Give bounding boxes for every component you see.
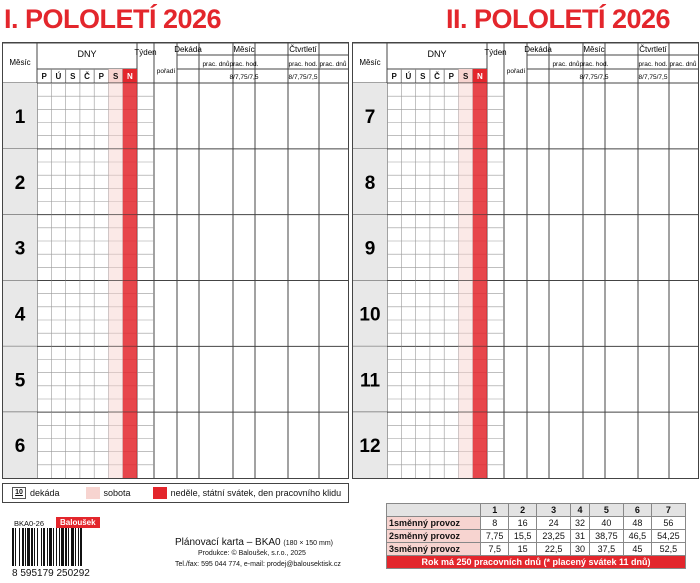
provoz-table [386,503,686,569]
provoz-col: 5 [589,504,623,517]
header-tyden: Týden [134,48,157,57]
provoz-col: 4 [571,504,590,517]
calendar-h2-grid [353,43,698,478]
header-day: S [70,72,76,81]
month-number: 5 [14,370,26,392]
month-number: 1 [14,106,26,128]
legend-sobota: sobota [103,488,131,498]
legend-dekada: dekáda [30,488,60,498]
footer-line1-text: Plánovací karta – BKA0 [175,537,281,548]
provoz-cell: 56 [651,517,685,530]
header-poradi: pořadí [156,68,176,75]
header-hodvals: 8/7,75/7,5 [288,74,318,81]
month-number: 6 [14,436,26,458]
provoz-cell: 52,5 [651,543,685,556]
month-number: 3 [14,238,26,260]
header-dekada: Dekáda [174,45,202,54]
header-poradi: pořadí [506,68,526,75]
provoz-cell: 45 [623,543,651,556]
header-day: Č [434,72,440,81]
header-hodvals: 8/7,75/7,5 [579,74,609,81]
header-hodvals: 8/7,75/7,5 [229,74,259,81]
header-prachod: prac. hod. [638,61,668,68]
legend-nedele: neděle, státní svátek, den pracovního klidu [170,488,342,498]
provoz-col: 3 [537,504,571,517]
header-mesic2: Měsíc [233,45,255,54]
header-dny: DNY [427,49,447,59]
provoz-cell: 30 [571,543,590,556]
header-pracdnu: prac. dnů [669,61,697,68]
title-h2: II. POLOLETÍ 2026 [446,4,671,34]
provoz-cell: 31 [571,530,590,543]
header-day: P [448,72,455,81]
header-pracdnu: prac. dnů [552,61,580,68]
month-number: 11 [359,370,381,392]
header-prachod: prac. hod. [579,61,609,68]
month-number: 2 [14,172,26,194]
header-tyden: Týden [484,48,507,57]
provoz-cell: 23,25 [537,530,571,543]
provoz-row-label: 3směnný provoz [387,543,481,556]
header-day: N [127,72,133,81]
header-day: P [391,72,397,81]
provoz-cell: 7,75 [481,530,509,543]
provoz-corner [387,504,481,517]
provoz-cell: 15,5 [509,530,537,543]
calendar-h1 [2,42,349,479]
provoz-cell: 15 [509,543,537,556]
header-day: Č [84,72,90,81]
header-prachod: prac. hod. [229,61,259,68]
provoz-cell: 24 [537,517,571,530]
header-day: S [420,72,426,81]
month-number: 9 [364,238,376,260]
calendar-h1-grid [3,43,348,478]
provoz-cell: 22,5 [537,543,571,556]
footer-line1-size: (180 × 150 mm) [283,540,334,547]
header-day: P [41,72,47,81]
provoz-cell: 40 [589,517,623,530]
header-day: Ú [55,72,62,81]
header-hodvals: 8/7,75/7,5 [638,74,668,81]
product-code: BKA0-26 [14,519,45,528]
legend-frame [2,483,349,503]
provoz-cell: 32 [571,517,590,530]
barcode-number: 8 595179 250292 [12,568,90,579]
footer-line3: Tel./fax: 595 044 774, e-mail: prodej@balousektisk.cz [175,561,341,568]
month-number: 12 [359,436,381,458]
provoz-footnote: Rok má 250 pracovních dnů (* placený svátek 11 dnů) [387,556,686,569]
brand-text: Baloušek [60,518,96,527]
provoz-cell: 54,25 [651,530,685,543]
header-ctvrtleti: Čtvrtletí [289,45,317,54]
calendar-h2 [352,42,699,479]
month-number: 8 [364,172,376,194]
month-number: 7 [364,106,376,128]
header-day: S [112,72,119,81]
footer-line2: Produkce: © Baloušek, s.r.o., 2025 [198,550,306,557]
header-mesic2: Měsíc [583,45,605,54]
header-day: P [98,72,105,81]
provoz-cell: 16 [509,517,537,530]
provoz-col: 6 [623,504,651,517]
footer-line1 [175,537,333,548]
provoz-cell: 37,5 [589,543,623,556]
header-prachod: prac. hod. [288,61,318,68]
provoz-cell: 46,5 [623,530,651,543]
provoz-row-label: 1směnný provoz [387,517,481,530]
header-ctvrtleti: Čtvrtletí [639,45,667,54]
header-dekada: Dekáda [524,45,552,54]
header-day: S [462,72,469,81]
legend-dekada-box: 10 [12,487,26,499]
provoz-cell: 8 [481,517,509,530]
provoz-row-label: 2směnný provoz [387,530,481,543]
header-mesic: Měsíc [359,58,381,67]
header-pracdnu: prac. dnů [202,61,230,68]
header-dny: DNY [77,49,97,59]
header-pracdnu: prac. dnů [319,61,347,68]
provoz-col: 1 [481,504,509,517]
provoz-cell: 7,5 [481,543,509,556]
header-day: N [477,72,483,81]
provoz-col: 7 [651,504,685,517]
barcode [12,528,122,568]
header-day: Ú [405,72,412,81]
month-number: 10 [359,304,381,326]
provoz-col: 2 [509,504,537,517]
provoz-cell: 38,75 [589,530,623,543]
title-h1: I. POLOLETÍ 2026 [4,4,222,34]
header-mesic: Měsíc [9,58,31,67]
brand-logo [56,517,100,528]
provoz-cell: 48 [623,517,651,530]
month-number: 4 [14,304,26,326]
